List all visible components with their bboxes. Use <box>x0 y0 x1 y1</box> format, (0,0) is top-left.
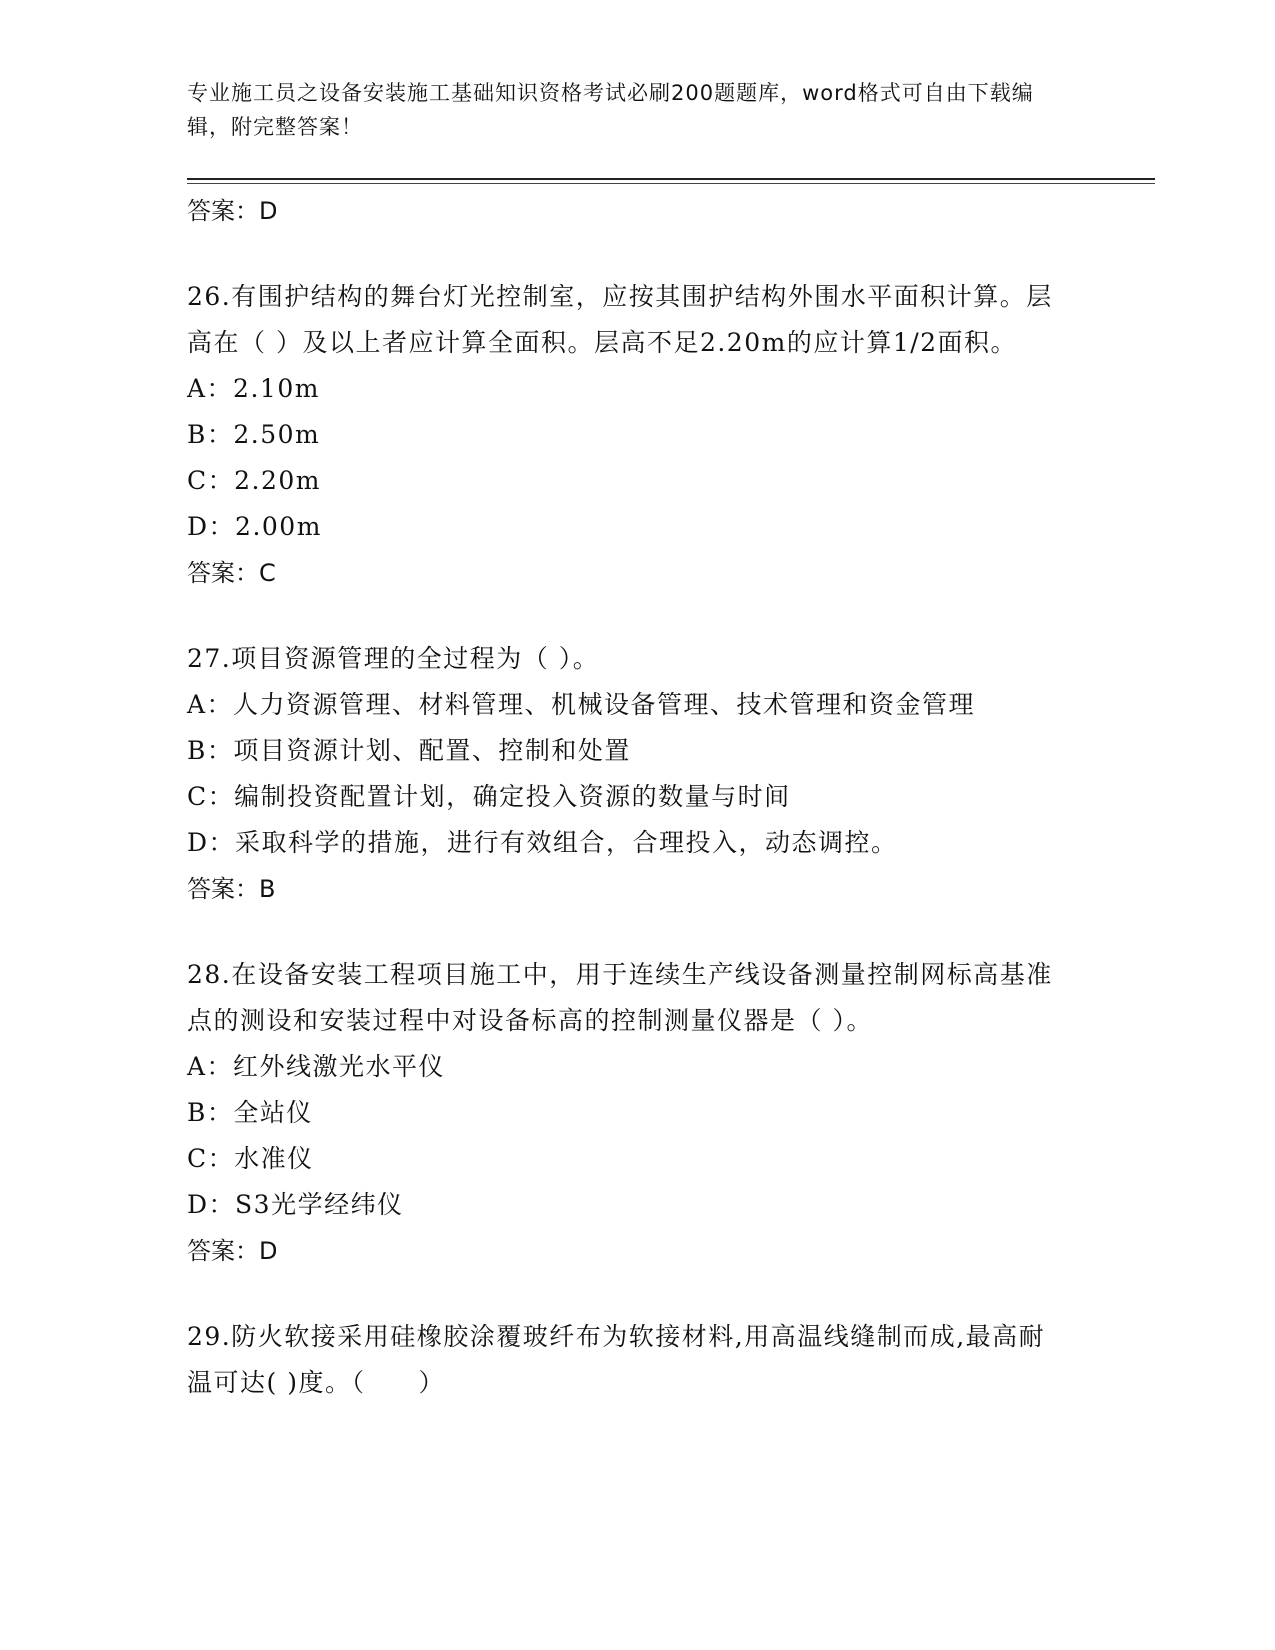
question-answer: 答案：D <box>187 1237 278 1265</box>
question-list <box>187 188 1087 1406</box>
option-b: B：项目资源计划、配置、控制和处置 <box>187 736 631 765</box>
option-d: D：2.00m <box>187 512 322 541</box>
option-d: D：采取科学的措施，进行有效组合，合理投入，动态调控。 <box>187 828 898 857</box>
option-a: A：红外线激光水平仪 <box>187 1052 446 1081</box>
question-stem: 27.项目资源管理的全过程为（ ）。 <box>187 644 600 673</box>
question-answer: 答案：B <box>187 875 276 903</box>
document-header: 专业施工员之设备安装施工基础知识资格考试必刷200题题库，word格式可自由下载编辑，附完整答案！ <box>187 81 1034 139</box>
option-c: C：编制投资配置计划，确定投入资源的数量与时间 <box>187 782 791 811</box>
header-rule <box>187 178 1155 180</box>
question-27 <box>187 636 1087 912</box>
option-a: A：人力资源管理、材料管理、机械设备管理、技术管理和资金管理 <box>187 690 976 719</box>
option-b: B：全站仪 <box>187 1098 313 1127</box>
question-stem: 29.防火软接采用硅橡胶涂覆玻纤布为软接材料,用高温线缝制而成,最高耐温可达( )度。（ ） <box>187 1322 1046 1397</box>
question-answer: 答案：C <box>187 559 276 587</box>
question-26 <box>187 274 1087 596</box>
question-28 <box>187 952 1087 1274</box>
option-d: D：S3光学经纬仪 <box>187 1190 404 1219</box>
question-29 <box>187 1314 1087 1406</box>
option-a: A：2.10m <box>187 374 320 403</box>
question-stem: 26.有围护结构的舞台灯光控制室，应按其围护结构外围水平面积计算。层高在（ ）及以上者应计算全面积。层高不足2.20m的应计算1/2面积。 <box>187 282 1053 357</box>
question-stem: 28.在设备安装工程项目施工中，用于连续生产线设备测量控制网标高基准点的测设和安装过程中对设备标高的控制测量仪器是（ ）。 <box>187 960 1053 1035</box>
option-c: C：2.20m <box>187 466 321 495</box>
header-rule-thin <box>187 183 1155 184</box>
option-b: B：2.50m <box>187 420 321 449</box>
previous-answer: 答案：D <box>187 197 278 225</box>
option-c: C：水准仪 <box>187 1144 314 1173</box>
